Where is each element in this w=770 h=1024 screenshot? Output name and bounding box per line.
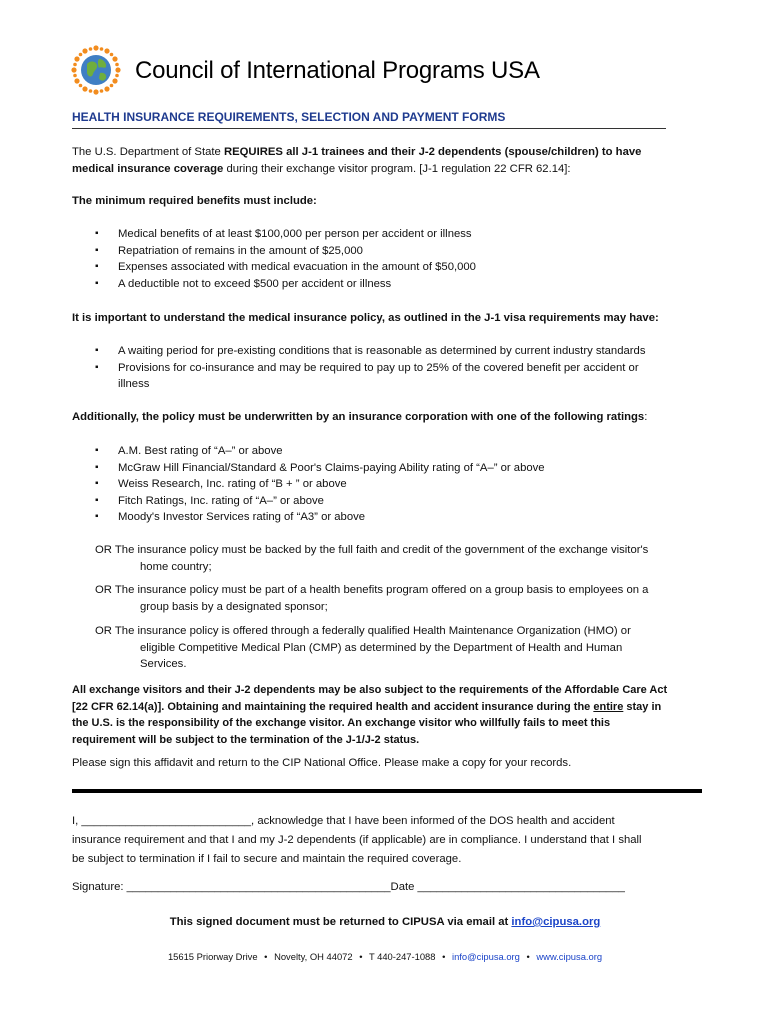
website-link[interactable]: www.cipusa.org — [536, 951, 603, 962]
separator: • — [264, 951, 268, 962]
divider-rule — [72, 789, 702, 793]
separator: • — [359, 951, 363, 962]
affidavit-line-3: be subject to termination if I fail to secure and maintain the required coverage. — [72, 853, 462, 865]
signature-row — [72, 879, 712, 896]
aca-line-1: All exchange visitors and their J-2 dependents may be also subject to the requirements of the Affordable Care Act — [72, 684, 668, 696]
email-link[interactable]: info@cipusa.org — [511, 916, 601, 928]
affidavit-line-1[interactable]: I, ___________________________, acknowledge that I have been informed of the DOS health and accident — [72, 815, 615, 827]
separator: • — [526, 951, 530, 962]
list-item: ▪ Fitch Ratings, Inc. rating of “A–” or above — [72, 493, 712, 510]
policy-heading: It is important to understand the medical insurance policy, as outlined in the J-1 visa requirements may have: — [72, 312, 659, 324]
signature-field[interactable]: __________________________________________ — [126, 881, 391, 893]
phone-number: T 440-247-1088 — [368, 951, 436, 962]
return-text: This signed document must be returned to CIPUSA via email at — [169, 916, 512, 928]
list-item: ▪ Repatriation of remains in the amount of $25,000 — [72, 243, 692, 260]
affidavit-line-2: insurance requirement and that I and my J-2 dependents (if applicable) are in compliance. I understand that I shall — [72, 834, 642, 846]
alternative-1-line: OR The insurance policy must be backed by the full faith and credit of the government of the exchange visitor's — [95, 544, 649, 556]
sign-request: Please sign this affidavit and return to the CIP National Office. Please make a copy for your records. — [72, 757, 572, 769]
alternative-2 — [95, 582, 715, 615]
list-item-line: illness — [118, 378, 150, 390]
list-item: ▪ McGraw Hill Financial/Standard & Poor's Claims-paying Ability rating of “A–” or above — [72, 460, 712, 477]
date-field[interactable]: _________________________________ — [417, 881, 625, 893]
list-item: ▪ Moody's Investor Services rating of “A3” or above — [72, 509, 712, 526]
intro-text-1: The U.S. Department of State — [72, 146, 224, 158]
city-address: Novelty, OH 44072 — [274, 951, 353, 962]
alternative-3-cont: Services. — [140, 658, 187, 670]
list-item: ▪ A.M. Best rating of “A–” or above — [72, 443, 712, 460]
alternative-3 — [95, 623, 715, 673]
intro-text-2: during their exchange visitor program. [J-1 regulation 22 CFR 62.14]: — [223, 162, 571, 175]
alternative-1 — [95, 542, 715, 575]
list-item: ▪ Weiss Research, Inc. rating of “B + ” or above — [72, 476, 712, 493]
list-item: ▪ Medical benefits of at least $100,000 per person per accident or illness — [72, 226, 692, 243]
alternative-1-cont: home country; — [140, 560, 212, 573]
list-item — [72, 360, 712, 393]
affidavit-paragraph — [72, 812, 712, 869]
aca-line-2a: [22 CFR 62.14(a)]. Obtaining and maintaining the required health and accident insurance during the — [72, 700, 594, 713]
aca-line-3: the U.S. is the responsibility of the exchange visitor. An exchange visitor who willfully fails to meet this — [72, 717, 611, 729]
ratings-list — [72, 443, 712, 526]
separator: • — [442, 951, 446, 962]
alternative-2-line: OR The insurance policy must be part of a health benefits program offered on a group basis to employees on a — [95, 584, 649, 596]
street-address: 15615 Priorway Drive — [167, 951, 258, 962]
min-benefits-heading: The minimum required benefits must include: — [72, 195, 317, 207]
cip-globe-logo-icon — [70, 44, 122, 96]
aca-line-2b: stay in — [623, 700, 662, 713]
aca-line-4: requirement will be subject to the termination of the J-1/J-2 status. — [72, 733, 420, 746]
list-item: ▪ A waiting period for pre-existing conditions that is reasonable as determined by current industry standards — [72, 343, 712, 360]
ratings-heading-text: Additionally, the policy must be underwritten by an insurance corporation with one of the following ratings — [72, 411, 645, 423]
policy-list — [72, 343, 712, 393]
aca-paragraph — [72, 682, 712, 748]
document-title: HEALTH INSURANCE REQUIREMENTS, SELECTION AND PAYMENT FORMS — [72, 110, 666, 129]
ratings-heading-colon: : — [644, 411, 648, 423]
alternative-3-cont: eligible Competitive Medical Plan (CMP) as determined by the Department of Health and Human — [140, 641, 623, 654]
organization-name: Council of International Programs USA — [135, 57, 540, 84]
aca-entire: entire — [593, 700, 624, 713]
alternative-2-cont: group basis by a designated sponsor; — [140, 600, 328, 613]
list-item: ▪ Expenses associated with medical evacuation in the amount of $50,000 — [72, 259, 692, 276]
address-line — [0, 951, 770, 962]
intro-coverage-text: medical insurance coverage — [72, 162, 224, 175]
list-item: ▪ A deductible not to exceed $500 per accident or illness — [72, 276, 692, 293]
intro-requires-text: REQUIRES all J-1 trainees and their J-2 dependents (spouse/children) to have — [223, 146, 642, 158]
ratings-heading — [72, 409, 712, 426]
signature-label: Signature: — [72, 881, 127, 893]
alternative-3-line: OR The insurance policy is offered through a federally qualified Health Maintenance Organization (HMO) or — [95, 625, 631, 637]
date-label: Date — [390, 881, 418, 893]
min-benefits-list — [72, 226, 692, 292]
list-item-line: Provisions for co-insurance and may be required to pay up to 25% of the covered benefit per accident or — [118, 361, 639, 374]
footer-email-link[interactable]: info@cipusa.org — [452, 951, 520, 962]
intro-paragraph — [72, 144, 692, 177]
return-instructions — [0, 916, 770, 928]
